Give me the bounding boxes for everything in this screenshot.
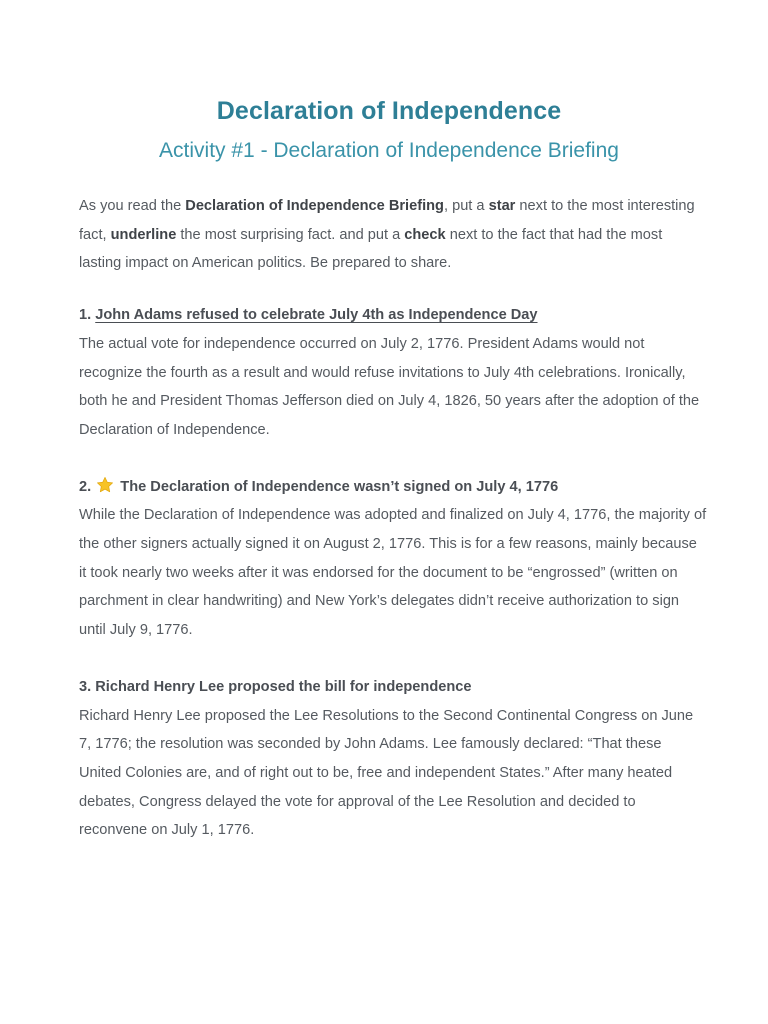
- fact-2: [79, 473, 707, 645]
- fact-3: [79, 673, 707, 845]
- fact-2-number: 2.: [79, 478, 92, 495]
- fact-1-number: 1.: [79, 307, 92, 324]
- page-subtitle: Activity #1 - Declaration of Independence Briefing: [159, 139, 619, 162]
- intro-bold-star: star: [488, 198, 516, 214]
- intro-bold-check: check: [404, 226, 446, 243]
- document-body: [79, 192, 707, 873]
- fact-2-heading: [79, 473, 707, 502]
- star-icon: [96, 476, 114, 494]
- fact-1-body: The actual vote for independence occurred on July 2, 1776. President Adams would not recognize the fourth as a result and would refuse invitations to July 4th celebrations. Ironically, both he and President Thomas Jefferson died on July 4, 1826, 50 years after the adoption of the Declaration of Independence.: [79, 335, 700, 438]
- fact-1-heading: [79, 301, 707, 330]
- fact-3-body: Richard Henry Lee proposed the Lee Resolutions to the Second Continental Congress on June 7, 1776; the resolution was seconded by John Adams. Lee famously declared: “That these United Colonies are, and of right out to be, free and independent States.” After many heated debates, Congress delayed the vote for approval of the Lee Resolution and decided to reconvene on July 1, 1776.: [79, 707, 694, 839]
- fact-1: [79, 301, 707, 445]
- intro-bold-briefing: Declaration of Independence Briefing: [185, 198, 444, 214]
- fact-3-heading: [79, 673, 707, 702]
- fact-3-number: 3.: [79, 678, 92, 695]
- fact-2-title: The Declaration of Independence wasn’t signed on July 4, 1776: [120, 478, 559, 495]
- intro-paragraph: As you read the Declaration of Independence Briefing, put a star next to the most interesting fact, underline the most surprising fact. and put a check next to the fact that had the most lasting impact on American politics. Be prepared to share.: [79, 198, 695, 272]
- fact-2-body: While the Declaration of Independence was adopted and finalized on July 4, 1776, the majority of the other signers actually signed it on August 2, 1776. This is for a few reasons, mainly because it took nearly two weeks after it was endorsed for the document to be “engrossed” (written on parchment in clear handwriting) and New York’s delegates didn’t receive authorization to sign until July 9, 1776.: [79, 507, 707, 639]
- fact-3-title: Richard Henry Lee proposed the bill for independence: [95, 678, 472, 695]
- intro-bold-underline: underline: [110, 226, 177, 243]
- page-title: Declaration of Independence: [216, 97, 562, 125]
- fact-1-title: John Adams refused to celebrate July 4th as Independence Day: [95, 307, 538, 324]
